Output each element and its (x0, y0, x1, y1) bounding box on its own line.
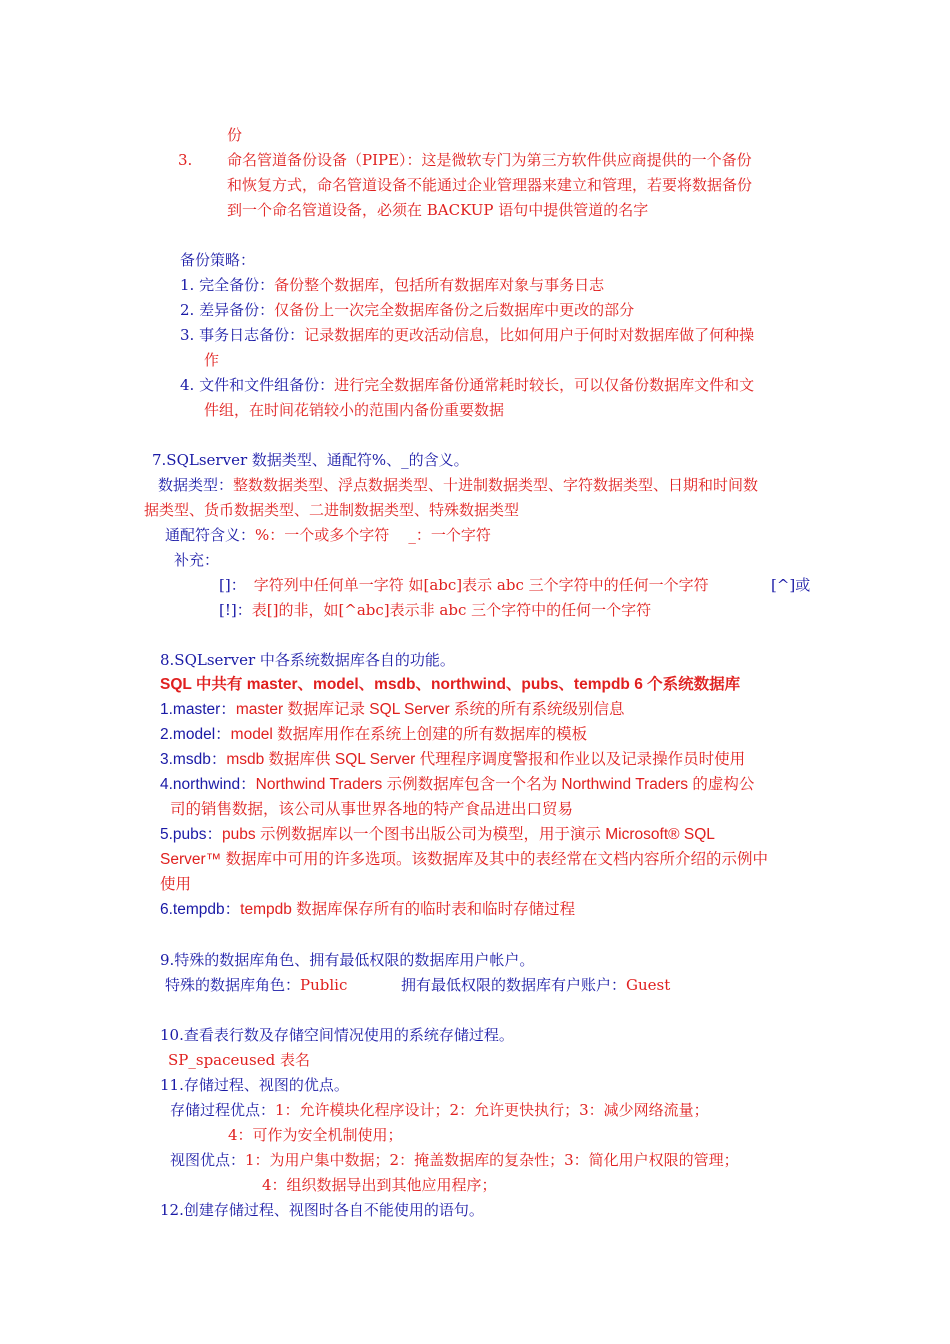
backup-item3-line1: 命名管道备份设备（PIPE）：这是微软专门为第三方软件供应商提供的一个备份 (227, 151, 752, 169)
q7-wildcard (165, 524, 491, 546)
q7-types-label: 数据类型： (158, 476, 234, 494)
q8-item-5-cont2: 使用 (160, 876, 192, 893)
q7-negation-label2: [!]： (219, 601, 252, 619)
q8-item-label: 6.tempdb： (160, 901, 241, 918)
q9-title: 9.特殊的数据库角色、拥有最低权限的数据库用户帐户。 (160, 951, 535, 969)
q11-view-text: 1：为用户集中数据；2：掩盖数据库的复杂性；3：简化用户权限的管理； (245, 1151, 739, 1169)
strategy-item-label: 2. 差异备份： (180, 301, 275, 319)
q7-negation-label: [^]或 (771, 576, 811, 594)
q7-bracket-line (219, 574, 709, 596)
q9-role-label: 特殊的数据库角色： (165, 976, 301, 994)
q8-item-text: pubs 示例数据库以一个图书出版公司为模型，用于演示 Microsoft® SQL (222, 826, 715, 843)
q7-types-line2: 据类型、货币数据类型、二进制数据类型、特殊数据类型 (144, 501, 520, 519)
strategy-item-text: 仅备份上一次完全数据库备份之后数据库中更改的部分 (274, 301, 635, 319)
backup-item3-line2: 和恢复方式，命名管道设备不能通过企业管理器来建立和管理，若要将数据备份 (227, 176, 753, 194)
q8-item-label: 2.model： (160, 726, 231, 743)
strategy-item-2 (180, 299, 634, 321)
q7-bracket-text: 字符列中任何单一字符 如[abc]表示 abc 三个字符中的任何一个字符 (253, 576, 709, 594)
q11-title: 11.存储过程、视图的优点。 (160, 1076, 349, 1094)
q8-item-1 (160, 699, 625, 721)
q8-item-label: 4.northwind： (160, 776, 256, 793)
q11-sp-label: 存储过程优点： (170, 1101, 276, 1119)
strategy-item-text: 记录数据库的更改活动信息，比如何用户于何时对数据库做了何种操 (304, 326, 755, 344)
q9-user (401, 974, 670, 996)
q7-types-text: 整数数据类型、浮点数据类型、十进制数据类型、字符数据类型、日期和时间数 (233, 476, 759, 494)
q10-answer: SP_spaceused 表名 (168, 1051, 310, 1069)
q7-wildcard-label: 通配符含义： (165, 526, 256, 544)
q7-bracket-label: []： (219, 576, 246, 594)
strategy-item-text: 进行完全数据库备份通常耗时较长，可以仅备份数据库文件和文 (334, 376, 755, 394)
backup-item3-number: 3. (178, 151, 193, 169)
q10-title: 10.查看表行数及存储空间情况使用的系统存储过程。 (160, 1026, 514, 1044)
q8-item-text: msdb 数据库供 SQL Server 代理程序调度警报和作业以及记录操作员时使用 (226, 751, 746, 768)
q9-answer (165, 974, 347, 996)
q11-sp-line1 (170, 1099, 709, 1121)
q8-item-6 (160, 899, 575, 921)
q9-role-value: Public (300, 976, 348, 994)
strategy-item-text: 备份整个数据库，包括所有数据库对象与事务日志 (274, 276, 605, 294)
q7-negation-line (219, 599, 651, 621)
q11-view-label: 视图优点： (170, 1151, 246, 1169)
strategy-item-4-cont: 件组，在时间花销较小的范围内备份重要数据 (204, 401, 505, 419)
backup-item3-line3: 到一个命名管道设备，必须在 BACKUP 语句中提供管道的名字 (227, 201, 649, 219)
q9-user-label: 拥有最低权限的数据库有户账户： (401, 976, 627, 994)
q8-item-label: 3.msdb： (160, 751, 227, 768)
q8-item-text: tempdb 数据库保存所有的临时表和临时存储过程 (240, 901, 576, 918)
strategy-title: 备份策略： (180, 251, 256, 269)
q8-item-text: Northwind Traders 示例数据库包含一个名为 Northwind Traders 的虚构公 (255, 776, 755, 793)
q11-sp-text: 1：允许模块化程序设计；2：允许更快执行；3：减少网络流量； (275, 1101, 709, 1119)
strategy-item-3 (180, 324, 754, 346)
q8-item-label: 1.master： (160, 701, 236, 718)
backup-item2-tail: 份 (227, 126, 243, 144)
q8-item-3 (160, 749, 745, 771)
q12-title: 12.创建存储过程、视图时各自不能使用的语句。 (160, 1201, 484, 1219)
q8-summary: SQL 中共有 master、model、msdb、northwind、pubs、tempdb 6 个系统数据库 (160, 676, 741, 693)
strategy-item-3-cont: 作 (204, 351, 220, 369)
q7-supplement-label: 补充： (174, 551, 220, 569)
q8-item-label: 5.pubs： (160, 826, 223, 843)
q8-item-2 (160, 724, 587, 746)
strategy-item-label: 3. 事务日志备份： (180, 326, 305, 344)
q11-view-line1 (170, 1149, 739, 1171)
q11-view-line2: 4：组织数据导出到其他应用程序； (262, 1176, 497, 1194)
q7-negation-text: 表[]的非，如[^abc]表示非 abc 三个字符中的任何一个字符 (251, 601, 652, 619)
q8-title: 8.SQLserver 中各系统数据库各自的功能。 (160, 651, 455, 669)
q8-item-5 (160, 824, 715, 846)
q8-item-text: master 数据库记录 SQL Server 系统的所有系统级别信息 (235, 701, 625, 718)
strategy-item-1 (180, 274, 604, 296)
q11-sp-line2: 4：可作为安全机制使用； (228, 1126, 403, 1144)
q7-wildcard-text: %：一个或多个字符 _：一个字符 (255, 526, 491, 544)
q8-item-4-cont: 司的销售数据，该公司从事世界各地的特产食品进出口贸易 (170, 801, 574, 818)
q9-user-value: Guest (626, 976, 671, 994)
strategy-item-label: 4. 文件和文件组备份： (180, 376, 335, 394)
strategy-item-4 (180, 374, 754, 396)
q8-item-text: model 数据库用作在系统上创建的所有数据库的模板 (230, 726, 588, 743)
q7-title: 7.SQLserver 数据类型、通配符%、_的含义。 (152, 451, 469, 469)
q8-item-5-cont: Server™ 数据库中可用的许多选项。该数据库及其中的表经常在文档内容所介绍的示例中 (160, 851, 768, 868)
q7-types-line1 (158, 474, 758, 496)
q8-item-4 (160, 774, 754, 796)
strategy-item-label: 1. 完全备份： (180, 276, 275, 294)
